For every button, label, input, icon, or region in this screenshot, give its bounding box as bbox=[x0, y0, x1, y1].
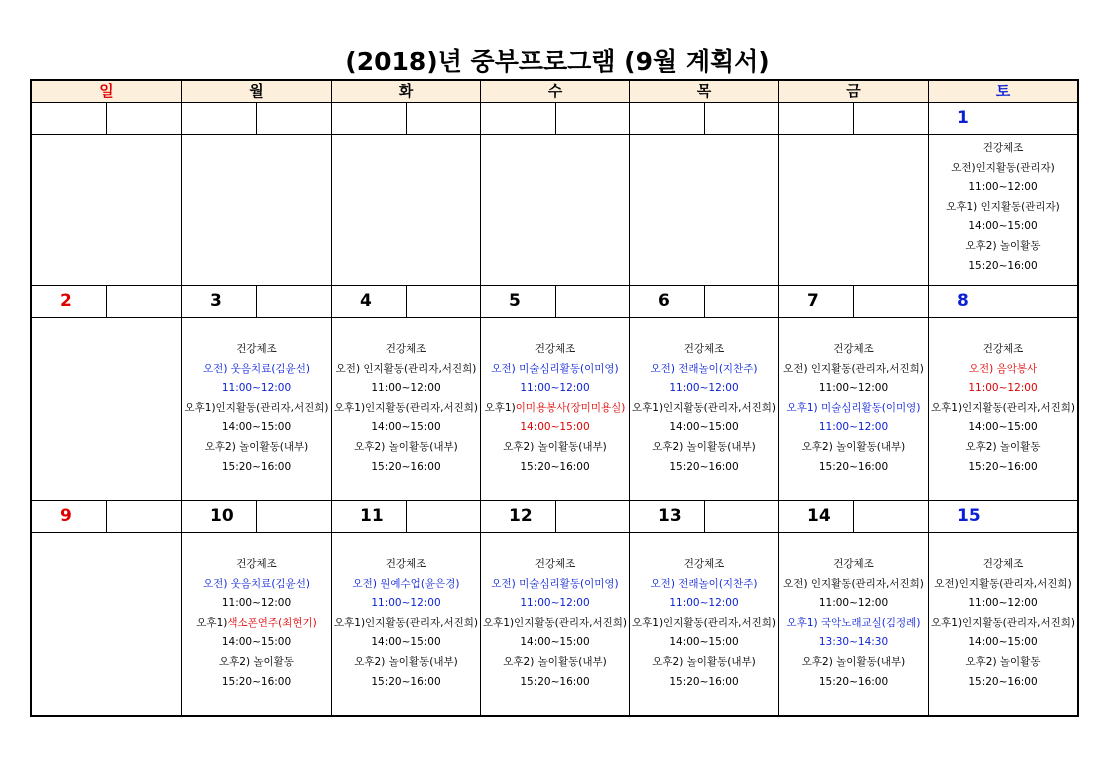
date-side-cell bbox=[1004, 501, 1077, 533]
schedule-text: 15:20~16:00 bbox=[669, 675, 739, 688]
date-side-cell bbox=[556, 103, 630, 135]
date-side-cell bbox=[854, 501, 929, 533]
schedule-line bbox=[332, 575, 480, 595]
day-header: 화 bbox=[332, 81, 481, 103]
schedule-cell bbox=[32, 318, 182, 501]
schedule-text: 오후1)인지활동(관리자,서진희) bbox=[184, 401, 329, 414]
schedule-text: 오전) 전래놀이(지찬주) bbox=[650, 577, 758, 590]
schedule-text: 오후2) 놀이활동(내부) bbox=[354, 655, 458, 668]
date-number: 12 bbox=[481, 501, 556, 533]
schedule-line bbox=[182, 555, 331, 575]
schedule-text: 오전) 음악봉사 bbox=[968, 362, 1038, 375]
schedule-line bbox=[332, 438, 480, 458]
date-number bbox=[481, 103, 556, 135]
schedule-line bbox=[929, 594, 1077, 614]
schedule-line bbox=[630, 555, 778, 575]
schedule-line bbox=[332, 458, 480, 478]
date-side-cell bbox=[1004, 103, 1077, 135]
schedule-cell bbox=[630, 135, 779, 286]
schedule-line bbox=[779, 340, 928, 360]
schedule-text: 오전) 인지활동(관리자,서진희) bbox=[783, 577, 924, 590]
schedule-text: 오후2) 놀이활동 bbox=[965, 655, 1041, 668]
schedule-text: 14:00~15:00 bbox=[520, 636, 590, 649]
schedule-text: 11:00~12:00 bbox=[520, 597, 590, 610]
schedule-cell bbox=[481, 318, 630, 501]
schedule-text: 13:30~14:30 bbox=[818, 636, 889, 649]
day-header: 토 bbox=[929, 81, 1077, 103]
schedule-text: 오후2) 놀이활동(내부) bbox=[652, 440, 756, 453]
schedule-line bbox=[481, 633, 629, 653]
schedule-line bbox=[332, 594, 480, 614]
date-side-cell bbox=[854, 286, 929, 318]
date-side-cell bbox=[705, 103, 779, 135]
schedule-line bbox=[929, 217, 1077, 237]
schedule-cell bbox=[481, 533, 630, 715]
schedule-line bbox=[630, 399, 778, 419]
schedule-text: 건강체조 bbox=[534, 558, 576, 570]
date-number: 5 bbox=[481, 286, 556, 318]
schedule-text: 15:20~16:00 bbox=[968, 460, 1038, 473]
schedule-text: 15:20~16:00 bbox=[818, 460, 889, 473]
schedule-line bbox=[481, 379, 629, 399]
schedule-cell bbox=[332, 135, 481, 286]
schedule-cell bbox=[32, 135, 182, 286]
day-header: 금 bbox=[779, 81, 929, 103]
schedule-line bbox=[481, 438, 629, 458]
schedule-line bbox=[182, 379, 331, 399]
date-number bbox=[779, 103, 854, 135]
date-number: 14 bbox=[779, 501, 854, 533]
schedule-line bbox=[481, 594, 629, 614]
schedule-cell bbox=[182, 318, 332, 501]
schedule-text: 11:00~12:00 bbox=[669, 597, 739, 610]
date-number: 2 bbox=[32, 286, 107, 318]
schedule-cell bbox=[929, 135, 1077, 286]
schedule-line bbox=[630, 379, 778, 399]
schedule-text: 15:20~16:00 bbox=[371, 675, 441, 688]
date-number bbox=[32, 103, 107, 135]
date-side-cell bbox=[257, 286, 332, 318]
date-number: 1 bbox=[929, 103, 1004, 135]
schedule-line bbox=[630, 575, 778, 595]
schedule-line bbox=[182, 458, 331, 478]
schedule-text: 건강체조 bbox=[385, 343, 427, 355]
schedule-text: 오전) 미술심리활동(이미영) bbox=[491, 362, 619, 375]
schedule-line bbox=[182, 575, 331, 595]
day-header: 월 bbox=[182, 81, 332, 103]
schedule-line bbox=[929, 399, 1077, 419]
schedule-line bbox=[779, 614, 928, 634]
schedule-line bbox=[929, 673, 1077, 693]
date-side-cell bbox=[556, 501, 630, 533]
schedule-line bbox=[779, 399, 928, 419]
schedule-text: 15:20~16:00 bbox=[221, 460, 292, 473]
date-side-cell bbox=[257, 103, 332, 135]
schedule-line bbox=[332, 418, 480, 438]
schedule-text: 오후1)인지활동(관리자,서진희) bbox=[333, 401, 479, 414]
schedule-text: 14:00~15:00 bbox=[371, 421, 441, 434]
schedule-text: 오후2) 놀이활동 bbox=[219, 655, 294, 668]
schedule-cell bbox=[929, 318, 1077, 501]
schedule-text: 15:20~16:00 bbox=[221, 675, 292, 688]
schedule-text: 11:00~12:00 bbox=[968, 597, 1038, 610]
schedule-text: 15:20~16:00 bbox=[968, 675, 1038, 688]
date-side-cell bbox=[107, 103, 182, 135]
schedule-line bbox=[779, 418, 928, 438]
schedule-line bbox=[929, 237, 1077, 257]
schedule-text: 11:00~12:00 bbox=[669, 382, 739, 395]
schedule-text: 오후2) 놀이활동 bbox=[965, 440, 1041, 453]
schedule-text: 오전) 인지활동(관리자,서진희) bbox=[783, 362, 924, 375]
schedule-cell bbox=[481, 135, 630, 286]
schedule-text: 오후2) 놀이활동(내부) bbox=[354, 440, 458, 453]
schedule-text: 오후2) 놀이활동(내부) bbox=[503, 440, 607, 453]
date-side-cell bbox=[407, 501, 481, 533]
schedule-text: 오후1) bbox=[484, 401, 516, 414]
schedule-line bbox=[332, 379, 480, 399]
page-title: (2018)년 중부프로그램 (9월 계획서) bbox=[345, 47, 770, 76]
schedule-line bbox=[929, 198, 1077, 218]
date-side-cell bbox=[257, 501, 332, 533]
schedule-line bbox=[779, 360, 928, 380]
schedule-line bbox=[630, 653, 778, 673]
schedule-line bbox=[481, 673, 629, 693]
schedule-cell bbox=[929, 533, 1077, 715]
schedule-text: 오후1)인지활동(관리자,서진희) bbox=[631, 616, 777, 629]
schedule-text: 건강체조 bbox=[683, 558, 725, 570]
date-side-cell bbox=[407, 103, 481, 135]
schedule-line bbox=[332, 614, 480, 634]
schedule-cell bbox=[332, 318, 481, 501]
schedule-line bbox=[929, 139, 1077, 159]
date-number: 3 bbox=[182, 286, 257, 318]
date-number: 11 bbox=[332, 501, 407, 533]
schedule-line bbox=[332, 399, 480, 419]
schedule-text: 건강체조 bbox=[982, 142, 1024, 154]
date-number: 4 bbox=[332, 286, 407, 318]
schedule-text: 오전)인지활동(관리자) bbox=[951, 161, 1055, 174]
schedule-text: 15:20~16:00 bbox=[818, 675, 889, 688]
schedule-line bbox=[182, 594, 331, 614]
schedule-line bbox=[481, 458, 629, 478]
schedule-line bbox=[182, 633, 331, 653]
schedule-cell bbox=[779, 135, 929, 286]
schedule-line bbox=[182, 438, 331, 458]
schedule-text: 오후1) 미술심리활동(이미영) bbox=[786, 401, 921, 414]
schedule-text: 14:00~15:00 bbox=[520, 421, 590, 434]
schedule-cell bbox=[779, 533, 929, 715]
date-side-cell bbox=[1004, 286, 1077, 318]
schedule-line bbox=[779, 673, 928, 693]
schedule-text: 오후1) 국악노래교실(김정례) bbox=[786, 616, 921, 629]
schedule-text: 11:00~12:00 bbox=[221, 382, 292, 395]
schedule-text: 오전) 웃음치료(김윤선) bbox=[203, 362, 310, 375]
date-side-cell bbox=[556, 286, 630, 318]
schedule-line bbox=[332, 633, 480, 653]
schedule-text: 오후2) 놀이활동(내부) bbox=[801, 440, 906, 453]
schedule-line bbox=[929, 178, 1077, 198]
schedule-line bbox=[929, 159, 1077, 179]
schedule-line bbox=[630, 340, 778, 360]
schedule-line bbox=[481, 575, 629, 595]
date-side-cell bbox=[854, 103, 929, 135]
schedule-line bbox=[630, 360, 778, 380]
schedule-line bbox=[929, 633, 1077, 653]
day-header: 일 bbox=[32, 81, 182, 103]
schedule-text: 11:00~12:00 bbox=[520, 382, 590, 395]
schedule-line bbox=[481, 614, 629, 634]
schedule-text: 오후1) bbox=[196, 616, 228, 629]
schedule-text: 건강체조 bbox=[534, 343, 576, 355]
schedule-line bbox=[182, 399, 331, 419]
schedule-text: 오후1)인지활동(관리자,서진희) bbox=[333, 616, 479, 629]
schedule-line bbox=[779, 438, 928, 458]
schedule-text: 11:00~12:00 bbox=[371, 597, 441, 610]
schedule-line bbox=[481, 653, 629, 673]
schedule-line bbox=[779, 594, 928, 614]
schedule-text: 14:00~15:00 bbox=[221, 636, 292, 649]
schedule-line bbox=[929, 438, 1077, 458]
schedule-text: 14:00~15:00 bbox=[968, 220, 1038, 233]
schedule-line bbox=[481, 360, 629, 380]
schedule-line bbox=[779, 458, 928, 478]
schedule-text: 15:20~16:00 bbox=[520, 675, 590, 688]
schedule-text: 오후1)인지활동(관리자,서진희) bbox=[930, 616, 1076, 629]
schedule-line bbox=[929, 340, 1077, 360]
date-number: 9 bbox=[32, 501, 107, 533]
date-number: 15 bbox=[929, 501, 1004, 533]
schedule-line bbox=[929, 257, 1077, 277]
schedule-text: 오전) 미술심리활동(이미영) bbox=[491, 577, 619, 590]
date-side-cell bbox=[107, 501, 182, 533]
schedule-cell bbox=[779, 318, 929, 501]
date-number bbox=[182, 103, 257, 135]
schedule-line bbox=[332, 555, 480, 575]
schedule-line bbox=[929, 360, 1077, 380]
schedule-line bbox=[779, 575, 928, 595]
schedule-cell bbox=[630, 318, 779, 501]
schedule-cell bbox=[32, 533, 182, 715]
schedule-text: 오후1)인지활동(관리자,서진희) bbox=[930, 401, 1076, 414]
schedule-line bbox=[481, 555, 629, 575]
schedule-text: 14:00~15:00 bbox=[669, 421, 739, 434]
schedule-text: 오후2) 놀이활동(내부) bbox=[503, 655, 607, 668]
date-side-cell bbox=[705, 286, 779, 318]
schedule-text: 오전) 원예수업(윤은경) bbox=[352, 577, 460, 590]
schedule-line bbox=[630, 418, 778, 438]
schedule-cell bbox=[630, 533, 779, 715]
date-number: 7 bbox=[779, 286, 854, 318]
schedule-line bbox=[182, 418, 331, 438]
schedule-text-highlight: 색소폰연주(최현기) bbox=[227, 616, 317, 629]
schedule-text: 오전) 웃음치료(김윤선) bbox=[203, 577, 310, 590]
schedule-line bbox=[929, 614, 1077, 634]
schedule-line bbox=[630, 594, 778, 614]
day-header: 목 bbox=[630, 81, 779, 103]
schedule-line bbox=[182, 340, 331, 360]
schedule-line bbox=[929, 555, 1077, 575]
schedule-text: 건강체조 bbox=[833, 343, 874, 355]
schedule-text: 14:00~15:00 bbox=[968, 421, 1038, 434]
schedule-line bbox=[630, 673, 778, 693]
schedule-line bbox=[332, 360, 480, 380]
schedule-text: 오후2) 놀이활동 bbox=[965, 239, 1041, 252]
schedule-line bbox=[332, 340, 480, 360]
schedule-text: 11:00~12:00 bbox=[818, 597, 889, 610]
schedule-line bbox=[182, 653, 331, 673]
schedule-text: 건강체조 bbox=[385, 558, 427, 570]
date-number: 8 bbox=[929, 286, 1004, 318]
schedule-text: 오전)인지활동(관리자,서진희) bbox=[934, 577, 1072, 590]
schedule-text: 11:00~12:00 bbox=[968, 382, 1038, 395]
date-side-cell bbox=[407, 286, 481, 318]
schedule-cell bbox=[332, 533, 481, 715]
schedule-line bbox=[630, 633, 778, 653]
date-number: 10 bbox=[182, 501, 257, 533]
schedule-text-highlight: 이미용봉사(장미미용실) bbox=[515, 401, 626, 414]
date-number: 6 bbox=[630, 286, 705, 318]
schedule-line bbox=[630, 438, 778, 458]
date-number: 13 bbox=[630, 501, 705, 533]
date-side-cell bbox=[705, 501, 779, 533]
schedule-line bbox=[481, 399, 629, 419]
schedule-text: 14:00~15:00 bbox=[669, 636, 739, 649]
schedule-text: 오후1) 인지활동(관리자) bbox=[946, 200, 1060, 213]
schedule-line bbox=[929, 458, 1077, 478]
schedule-cell bbox=[182, 533, 332, 715]
schedule-text: 11:00~12:00 bbox=[221, 597, 292, 610]
schedule-line bbox=[779, 379, 928, 399]
schedule-cell bbox=[182, 135, 332, 286]
schedule-text: 15:20~16:00 bbox=[520, 460, 590, 473]
schedule-line bbox=[481, 418, 629, 438]
schedule-text: 11:00~12:00 bbox=[818, 421, 889, 434]
schedule-text: 건강체조 bbox=[833, 558, 874, 570]
schedule-line bbox=[182, 673, 331, 693]
date-side-cell bbox=[107, 286, 182, 318]
schedule-text: 15:20~16:00 bbox=[968, 259, 1038, 272]
schedule-line bbox=[481, 340, 629, 360]
schedule-line bbox=[182, 360, 331, 380]
schedule-text: 오후2) 놀이활동(내부) bbox=[801, 655, 906, 668]
schedule-text: 14:00~15:00 bbox=[221, 421, 292, 434]
schedule-text: 15:20~16:00 bbox=[371, 460, 441, 473]
date-number bbox=[630, 103, 705, 135]
schedule-text: 15:20~16:00 bbox=[669, 460, 739, 473]
schedule-text: 건강체조 bbox=[982, 343, 1024, 355]
schedule-line bbox=[929, 653, 1077, 673]
schedule-text: 오후1)인지활동(관리자,서진희) bbox=[482, 616, 628, 629]
schedule-text: 오후1)인지활동(관리자,서진희) bbox=[631, 401, 777, 414]
calendar-grid bbox=[30, 79, 1079, 717]
schedule-line bbox=[929, 418, 1077, 438]
schedule-text: 오전) 인지활동(관리자,서진희) bbox=[335, 362, 477, 375]
schedule-line bbox=[630, 458, 778, 478]
schedule-line bbox=[332, 673, 480, 693]
schedule-text: 건강체조 bbox=[982, 558, 1024, 570]
day-header: 수 bbox=[481, 81, 630, 103]
schedule-text: 오후2) 놀이활동(내부) bbox=[652, 655, 756, 668]
schedule-text: 오후2) 놀이활동(내부) bbox=[204, 440, 309, 453]
schedule-text: 11:00~12:00 bbox=[371, 382, 441, 395]
schedule-line bbox=[929, 379, 1077, 399]
schedule-text: 건강체조 bbox=[683, 343, 725, 355]
schedule-text: 건강체조 bbox=[236, 343, 277, 355]
schedule-line bbox=[630, 614, 778, 634]
schedule-line bbox=[929, 575, 1077, 595]
schedule-text: 오전) 전래놀이(지찬주) bbox=[650, 362, 758, 375]
schedule-text: 14:00~15:00 bbox=[371, 636, 441, 649]
schedule-line bbox=[779, 633, 928, 653]
schedule-text: 11:00~12:00 bbox=[968, 181, 1038, 194]
schedule-line bbox=[779, 555, 928, 575]
schedule-line bbox=[182, 614, 331, 634]
schedule-text: 14:00~15:00 bbox=[968, 636, 1038, 649]
schedule-text: 11:00~12:00 bbox=[818, 382, 889, 395]
schedule-line bbox=[779, 653, 928, 673]
schedule-line bbox=[332, 653, 480, 673]
date-number bbox=[332, 103, 407, 135]
schedule-text: 건강체조 bbox=[236, 558, 277, 570]
